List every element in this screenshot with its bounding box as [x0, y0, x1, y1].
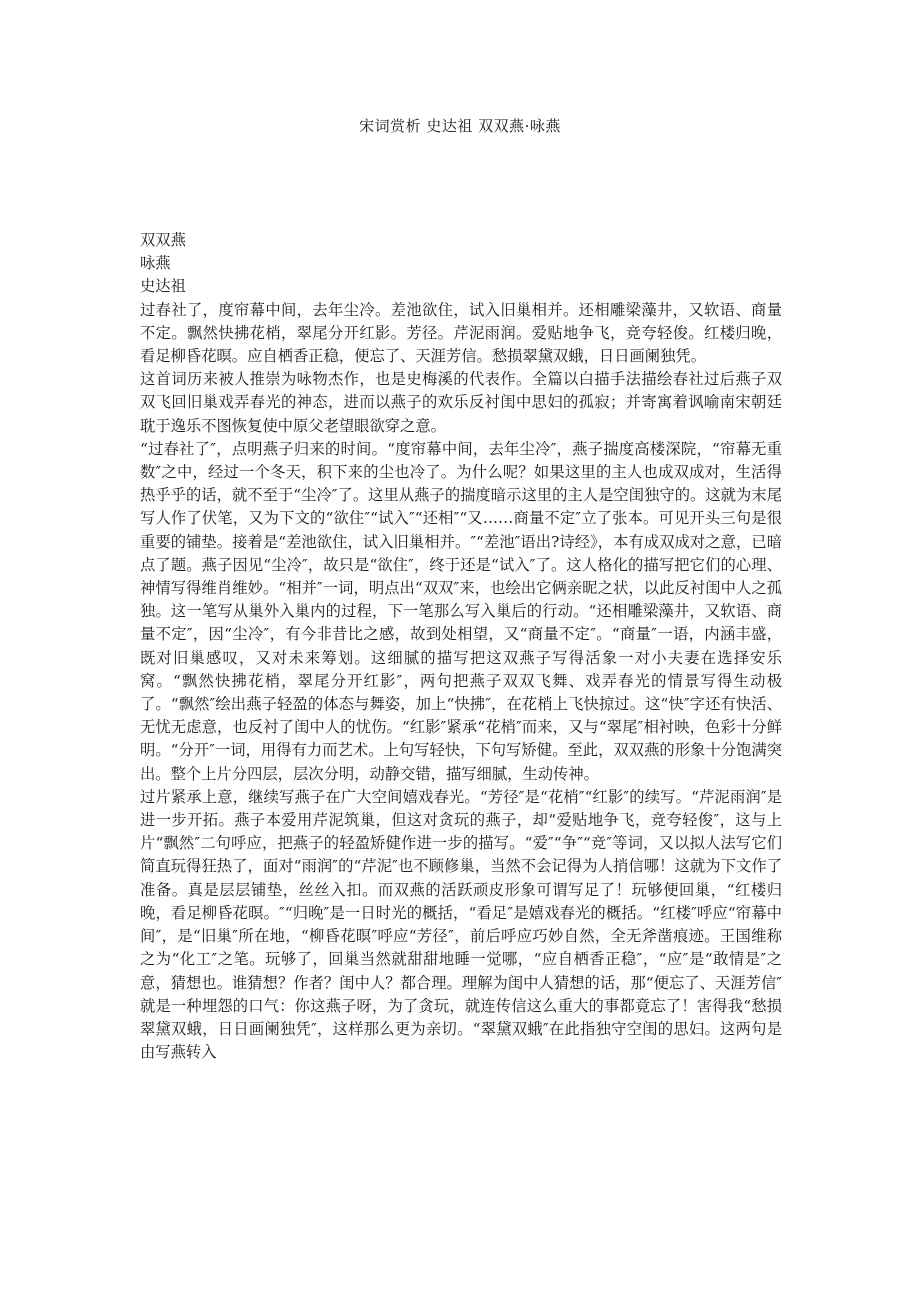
poem-subtitle: 咏燕 — [140, 254, 171, 273]
commentary-paragraph: “过春社了″，点明燕子归来的时间。“度帘幕中间，去年尘冷″，燕子揣度高楼深院，“帘幕无重数″之中，经过一个冬天，积下来的尘也冷了。为什么呢？如果这里的主人也成双成对，生活得热乎乎的话，就不至于“尘冷″了。这里从燕子的揣度暗示这里的主人是空闺独守的。这就为末尾写人作了伏笔，又为下文的“欲住″“试入″“还相″“又……商量不定″立了张本。可见开头三句是很重要的铺垫。接着是“差池欲住，试入旧巢相并。″“差池″语出?诗经》，本有成双成对之意，已暗点了题。燕子因见“尘冷″，故只是“欲住″，终于还是“试入″了。这人格化的描写把它们的心理、神情写得维肖维妙。“相并″一词，明点出“双双″来，也绘出它俩亲昵之状，以此反衬闺中人之孤独。这一笔写从巢外入巢内的过程，下一笔那么写入巢后的行动。“还相雕梁藻井，又软语、商量不定″，因“尘冷″，有今非昔比之感，故到处相望，又“商量不定″。“商量″一语，内涵丰盛，既对旧巢感叹，又对未来筹划。这细腻的描写把这双燕子写得活象一对小夫妻在选择安乐窝。“飘然快拂花梢，翠尾分开红影″，两句把燕子双双飞舞、戏弄春光的情景写得生动极了。“飘然″绘出燕子轻盈的体态与舞姿，加上“快拂″，在花梢上飞快掠过。这“快″字还有快活、无忧无虑意，也反衬了闺中人的忧伤。“红影″紧承“花梢″而来，又与“翠尾″相衬映，色彩十分鲜明。“分开″一词，用得有力而艺术。上句写轻快，下句写矫健。至此，双双燕的形象十分饱满突出。整个上片分四层，层次分明，动静交错，描写细腻，生动传神。 — [140, 439, 782, 783]
poem-author: 史达祖 — [140, 277, 186, 296]
commentary-paragraph: 这首词历来被人推崇为咏物杰作，也是史梅溪的代表作。全篇以白描手法描绘春社过后燕子双双飞回旧巢戏弄春光的神态，进而以燕子的欢乐反衬闺中思妇的孤寂；并寄寓着讽喻南宋朝廷耽于逸乐不图恢复使中原父老望眼欲穿之意。 — [140, 370, 782, 435]
commentary-paragraph: 过片紧承上意，继续写燕子在广大空间嬉戏春光。“芳径″是“花梢″“红影″的续写。“芹泥雨润″是进一步开拓。燕子本爱用芹泥筑巢，但这对贪玩的燕子，却“爱贴地争飞，竞夸轻俊″，这与上片“飘然″二句呼应，把燕子的轻盈矫健作进一步的描写。“爱″“争″“竞″等词，又以拟人法写它们简直玩得狂热了，面对“雨润″的“芹泥″也不顾修巢，当然不会记得为人捎信哪！这就为下文作了准备。真是层层铺垫，丝丝入扣。而双燕的活跃顽皮形象可谓写足了！玩够便回巢，“红楼归晚，看足柳昏花暝。″“归晚″是一日时光的概括，“看足″是嬉戏春光的概括。“红楼″呼应“帘幕中间″，是“旧巢″所在地，“柳昏花暝″呼应“芳径″，前后呼应巧妙自然，全无斧凿痕迹。王国维称之为“化工″之笔。玩够了，回巢当然就甜甜地睡一觉哪，“应自栖香正稳″，“应″是“敢情是″之意，猜想也。谁猜想？作者？闺中人？都合理。理解为闺中人猜想的话，那“便忘了、天涯芳信″就是一种埋怨的口气：你这燕子呀，为了贪玩，就连传信这么重大的事都竟忘了！害得我“愁损翠黛双蛾，日日画阑独凭″，这样那么更为亲切。“翠黛双蛾″在此指独守空闺的思妇。这两句是由写燕转入 — [140, 787, 782, 1062]
poem-text: 过春社了，度帘幕中间，去年尘冷。差池欲住，试入旧巢相并。还相雕梁藻井，又软语、商量不定。飘然快拂花梢，翠尾分开红影。芳径。芹泥雨润。爱贴地争飞，竞夸轻俊。红楼归晚，看足柳昏花暝。应自栖香正稳，便忘了、天涯芳信。愁损翠黛双蛾，日日画阑独凭。 — [140, 300, 782, 366]
document-title: 宋词赏析 史达祖 双双燕·咏燕 — [359, 117, 561, 135]
document-body — [140, 229, 782, 1064]
poem-title: 双双燕 — [140, 231, 186, 249]
